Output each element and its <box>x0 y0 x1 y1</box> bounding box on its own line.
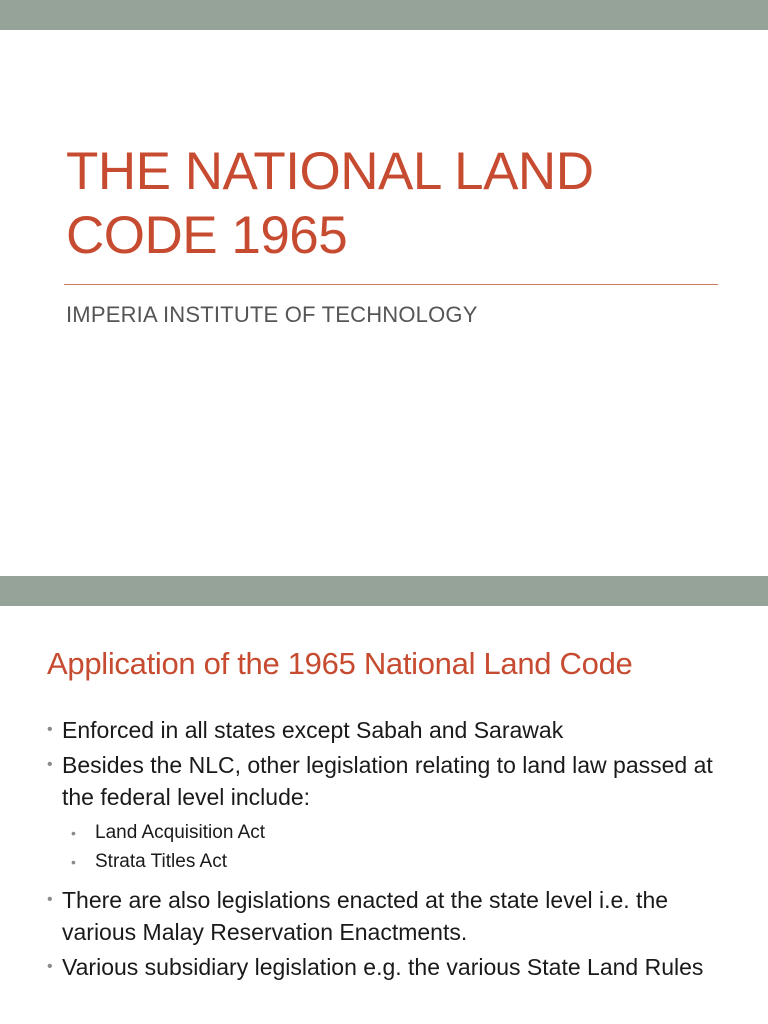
sub-bullet-text: Land Acquisition Act <box>95 822 266 843</box>
bullet-text: Various subsidiary legislation e.g. the various State Land Rules <box>62 954 704 980</box>
sub-bullet-icon: • <box>71 825 76 841</box>
bullet-list <box>47 714 747 986</box>
slide-subtitle: IMPERIA INSTITUTE OF TECHNOLOGY <box>66 302 478 327</box>
title-line-1: THE NATIONAL LAND <box>66 142 594 201</box>
sub-bullet-icon: • <box>71 854 76 870</box>
bullet-item <box>47 749 747 876</box>
bullet-text: Besides the NLC, other legislation relating to land law passed at the federal level include: <box>62 752 713 810</box>
sub-bullet-item <box>71 848 747 876</box>
bullet-item <box>47 951 747 983</box>
slide-top-bar <box>0 0 768 30</box>
slide-top-bar <box>0 576 768 606</box>
slide-heading: Application of the 1965 National Land Code <box>47 646 633 681</box>
bullet-item <box>47 714 747 746</box>
bullet-text: Enforced in all states except Sabah and Sarawak <box>62 717 564 743</box>
bullet-icon: • <box>47 958 53 975</box>
sub-bullet-item <box>71 819 747 847</box>
bullet-item <box>47 884 747 948</box>
bullet-icon: • <box>47 756 53 773</box>
content-slide <box>0 576 768 1024</box>
sub-bullet-text: Strata Titles Act <box>95 851 227 872</box>
title-divider <box>64 284 718 285</box>
slide-title <box>66 140 726 268</box>
bullet-text: There are also legislations enacted at the state level i.e. the various Malay Reservation Enactments. <box>62 887 669 945</box>
bullet-icon: • <box>47 891 53 908</box>
bullet-icon: • <box>47 721 53 738</box>
sub-bullet-list <box>62 819 747 876</box>
title-line-2: CODE 1965 <box>66 206 348 265</box>
